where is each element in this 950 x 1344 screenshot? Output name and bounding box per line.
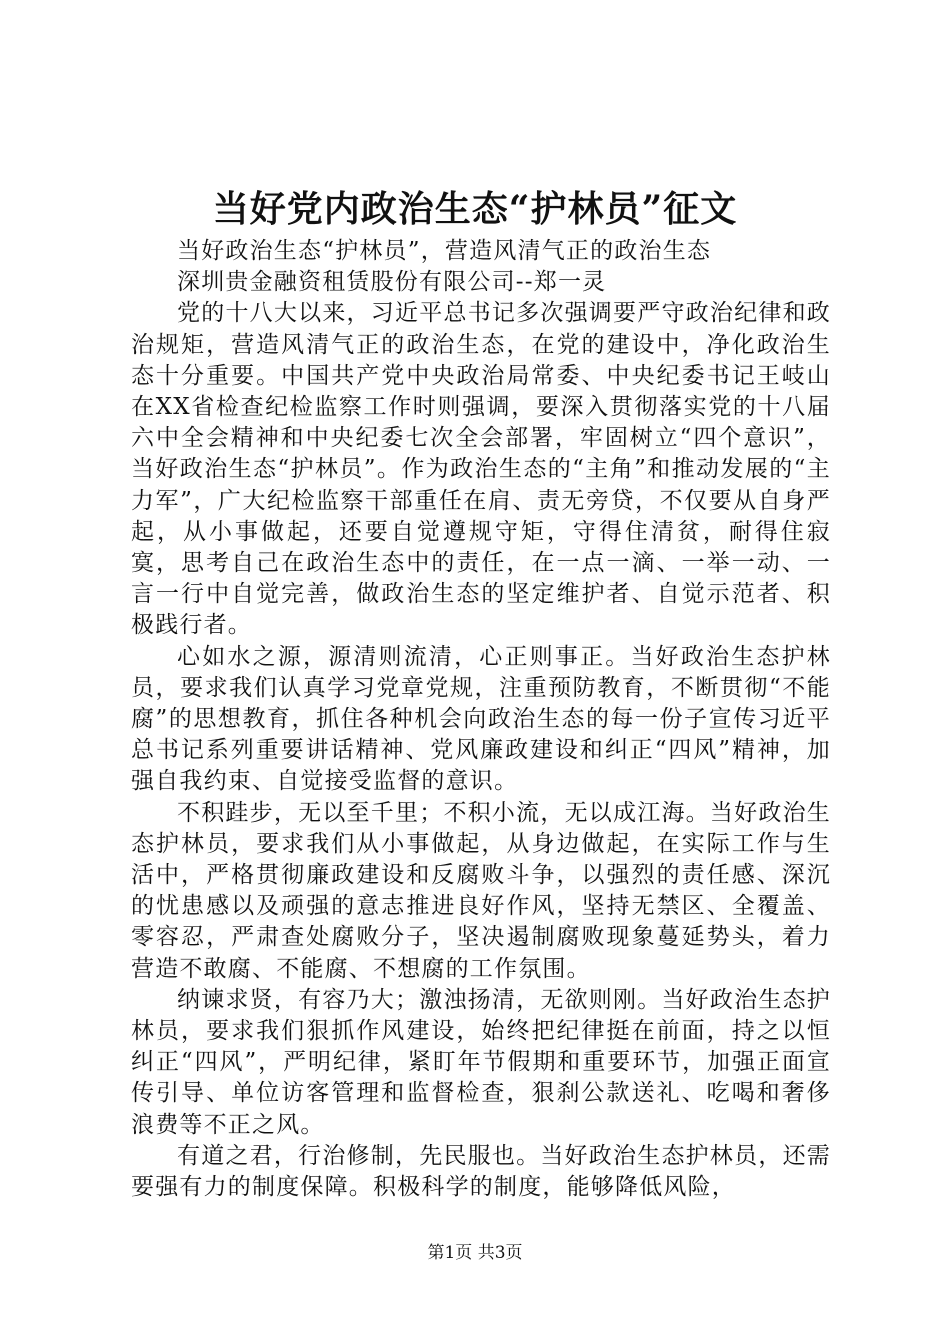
document-author: 深圳贵金融资租赁股份有限公司--郑一灵 xyxy=(177,269,607,296)
paragraph: 党的十八大以来，习近平总书记多次强调要严守政治纪律和政治规矩，营造风清气正的政治生态，在党的建设中，净化政治生态十分重要。中国共产党中央政治局常委、中央纪委书记王岐山在XX省检查纪检监察工作时则强调，要深入贯彻落实党的十八届六中全会精神和中央纪委七次全会部署，牢固树立“四个意识”，当好政治生态“护林员”。作为政治生态的“主角”和推动发展的“主力军”，广大纪检监察干部重任在肩、责无旁贷，不仅要从自身严起，从小事做起，还要自觉遵规守矩，守得住清贫，耐得住寂寞，思考自己在政治生态中的责任，在一点一滴、一举一动、一言一行中自觉完善，做政治生态的坚定维护者、自觉示范者、积极践行者。 xyxy=(131,300,831,639)
paragraph: 心如水之源，源清则流清，心正则事正。当好政治生态护林员，要求我们认真学习党章党规，注重预防教育，不断贯彻“不能腐”的思想教育，抓住各种机会向政治生态的每一份子宣传习近平总书记系列重要讲话精神、党风廉政建设和纠正“四风”精神，加强自我约束、自觉接受监督的意识。 xyxy=(131,643,831,795)
paragraph: 有道之君，行治修制，先民服也。当好政治生态护林员，还需要强有力的制度保障。积极科学的制度，能够降低风险， xyxy=(131,1142,831,1201)
document-title: 当好党内政治生态“护林员”征文 xyxy=(212,188,738,230)
page-footer: 第1页 共3页 xyxy=(427,1243,523,1263)
document-subtitle: 当好政治生态“护林员”，营造风清气正的政治生态 xyxy=(177,238,712,264)
document-body xyxy=(131,236,831,1203)
paragraph: 不积跬步，无以至千里；不积小流，无以成江海。当好政治生态护林员，要求我们从小事做起，从身边做起，在实际工作与生活中，严格贯彻廉政建设和反腐败斗争，以强烈的责任感、深沉的忧患感以及顽强的意志推进良好作风，坚持无禁区、全覆盖、零容忍，严肃查处腐败分子，坚决遏制腐败现象蔓延势头，着力营造不敢腐、不能腐、不想腐的工作氛围。 xyxy=(131,799,831,982)
paragraph: 纳谏求贤，有容乃大；激浊扬清，无欲则刚。当好政治生态护林员，要求我们狠抓作风建设，始终把纪律挺在前面，持之以恒纠正“四风”，严明纪律，紧盯年节假期和重要环节，加强正面宣传引导、单位访客管理和监督检查，狠刹公款送礼、吃喝和奢侈浪费等不正之风。 xyxy=(131,986,831,1138)
